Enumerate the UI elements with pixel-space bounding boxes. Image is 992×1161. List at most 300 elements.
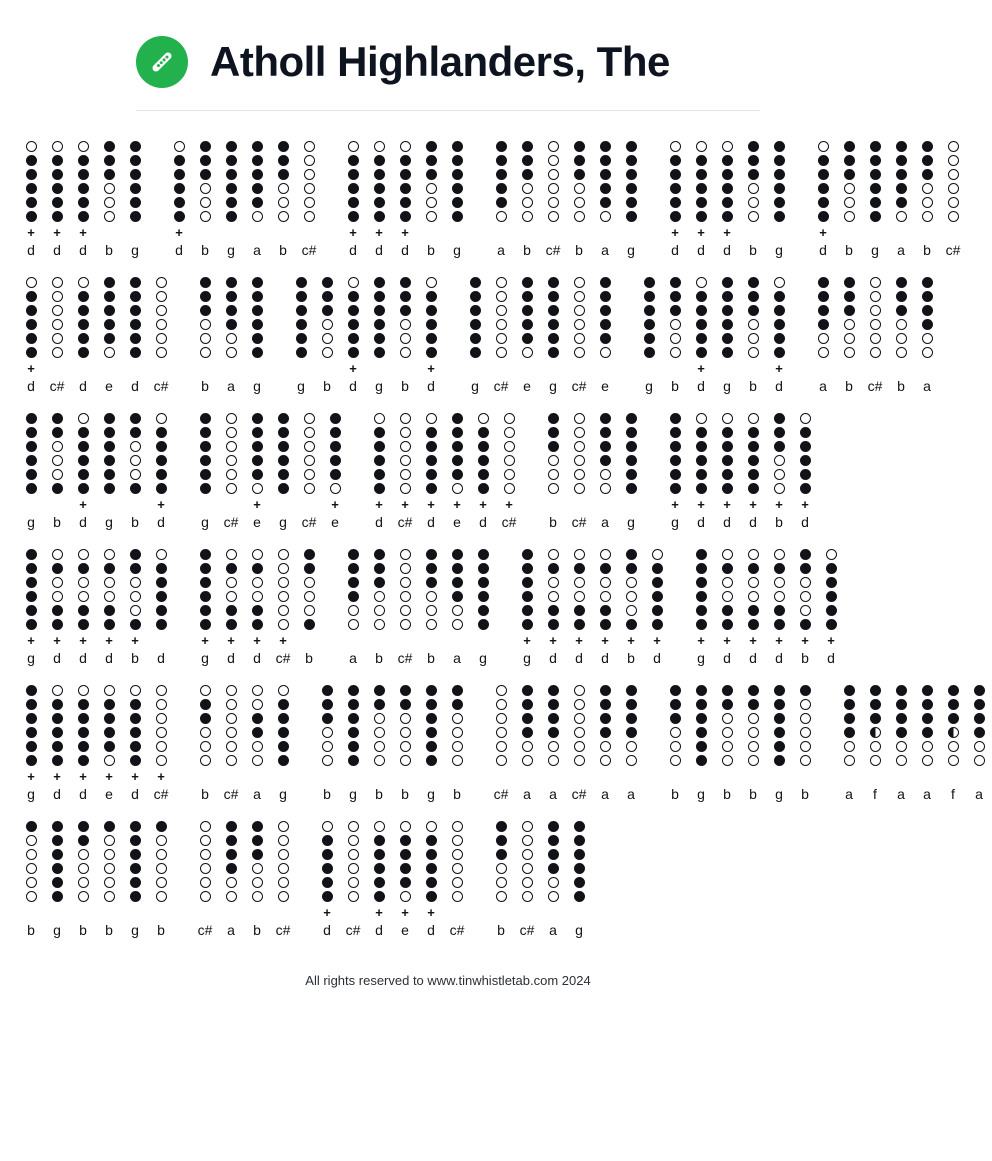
note-label-slot bbox=[740, 240, 766, 259]
hole-4-filled bbox=[348, 183, 359, 194]
octave-marker-slot bbox=[488, 766, 514, 784]
tab-bar bbox=[166, 139, 322, 259]
hole-6-filled bbox=[200, 619, 211, 630]
hole-4-open bbox=[304, 455, 315, 466]
hole-column bbox=[922, 683, 933, 766]
hole-3-filled bbox=[330, 441, 341, 452]
hole-4-open bbox=[156, 727, 167, 738]
hole-2-filled bbox=[26, 427, 37, 438]
hole-3-filled bbox=[348, 577, 359, 588]
hole-3-filled bbox=[226, 849, 237, 860]
hole-4-open bbox=[226, 591, 237, 602]
note-label: g bbox=[723, 378, 731, 394]
octave-marker-slot bbox=[96, 766, 122, 784]
hole-5-open bbox=[748, 197, 759, 208]
hole-1-filled bbox=[470, 277, 481, 288]
hole-5-open bbox=[600, 741, 611, 752]
note-label: g bbox=[375, 378, 383, 394]
hole-6-filled bbox=[696, 347, 707, 358]
hole-column bbox=[26, 683, 37, 766]
octave-marker-slot bbox=[192, 222, 218, 240]
hole-1-filled bbox=[374, 549, 385, 560]
hole-4-open bbox=[226, 455, 237, 466]
octave-marker-slot bbox=[70, 630, 96, 648]
hole-5-open bbox=[322, 333, 333, 344]
hole-6-filled bbox=[696, 755, 707, 766]
note-label-slot bbox=[740, 648, 766, 667]
note-fingering bbox=[444, 139, 470, 222]
tab-bar bbox=[488, 819, 592, 939]
hole-3-filled bbox=[26, 441, 37, 452]
octave-marker: + bbox=[401, 905, 409, 920]
hole-3-filled bbox=[400, 305, 411, 316]
hole-5-open bbox=[200, 741, 211, 752]
hole-column bbox=[626, 683, 637, 766]
note-label: b bbox=[845, 378, 853, 394]
hole-5-open bbox=[348, 877, 359, 888]
note-label-slot bbox=[766, 512, 792, 531]
hole-4-filled bbox=[400, 183, 411, 194]
octave-marker: + bbox=[401, 497, 409, 512]
note-fingering bbox=[270, 139, 296, 222]
hole-2-filled bbox=[496, 835, 507, 846]
hole-4-open bbox=[844, 183, 855, 194]
hole-6-filled bbox=[26, 755, 37, 766]
hole-column bbox=[696, 683, 707, 766]
hole-column bbox=[426, 819, 437, 902]
note-label: a bbox=[601, 514, 609, 530]
note-fingering bbox=[540, 819, 566, 902]
hole-2-filled bbox=[426, 563, 437, 574]
hole-1-open bbox=[722, 141, 733, 152]
octave-marker-slot bbox=[914, 358, 940, 376]
hole-5-filled bbox=[278, 469, 289, 480]
octave-marker-slot bbox=[296, 494, 322, 512]
hole-column bbox=[304, 411, 315, 494]
octave-marker-slot bbox=[70, 902, 96, 920]
note-fingering bbox=[566, 411, 592, 494]
note-label: d bbox=[375, 242, 383, 258]
tab-bar bbox=[340, 547, 496, 667]
hole-5-open bbox=[818, 333, 829, 344]
octave-marker: + bbox=[801, 633, 809, 648]
note-label: g bbox=[697, 786, 705, 802]
note-label: g bbox=[871, 242, 879, 258]
hole-6-open bbox=[522, 891, 533, 902]
hole-4-filled bbox=[322, 863, 333, 874]
octave-marker-slot bbox=[70, 358, 96, 376]
hole-column bbox=[800, 683, 811, 766]
hole-5-filled bbox=[426, 333, 437, 344]
hole-3-open bbox=[400, 713, 411, 724]
hole-column bbox=[722, 139, 733, 222]
hole-6-open bbox=[818, 347, 829, 358]
hole-3-open bbox=[870, 305, 881, 316]
hole-4-open bbox=[548, 591, 559, 602]
hole-1-filled bbox=[644, 277, 655, 288]
bar-notes bbox=[688, 547, 844, 630]
octave-marker: + bbox=[749, 633, 757, 648]
hole-5-open bbox=[670, 741, 681, 752]
bar-octave-markers bbox=[810, 222, 966, 240]
hole-5-open bbox=[870, 333, 881, 344]
note-fingering bbox=[18, 411, 44, 494]
hole-5-filled bbox=[226, 605, 237, 616]
note-fingering bbox=[740, 547, 766, 630]
hole-2-filled bbox=[78, 835, 89, 846]
hole-5-filled bbox=[574, 605, 585, 616]
hole-column bbox=[348, 547, 359, 630]
hole-2-filled bbox=[844, 699, 855, 710]
bar-notes bbox=[18, 275, 174, 358]
hole-5-open bbox=[252, 877, 263, 888]
note-label: a bbox=[253, 242, 261, 258]
hole-1-open bbox=[304, 141, 315, 152]
note-fingering bbox=[662, 411, 688, 494]
note-label: d bbox=[819, 242, 827, 258]
hole-column bbox=[600, 683, 611, 766]
note-label-slot bbox=[296, 512, 322, 531]
octave-marker-slot bbox=[662, 494, 688, 512]
note-label-slot bbox=[192, 240, 218, 259]
note-label: d bbox=[549, 650, 557, 666]
hole-4-filled bbox=[130, 319, 141, 330]
hole-column bbox=[156, 275, 167, 358]
hole-3-open bbox=[156, 849, 167, 860]
hole-5-open bbox=[200, 877, 211, 888]
octave-marker-slot bbox=[218, 630, 244, 648]
note-label: b bbox=[53, 514, 61, 530]
octave-marker-slot bbox=[70, 494, 96, 512]
note-fingering bbox=[314, 819, 340, 902]
hole-2-filled bbox=[948, 699, 959, 710]
note-label: c# bbox=[449, 922, 465, 938]
hole-4-filled bbox=[52, 183, 63, 194]
hole-5-filled bbox=[548, 605, 559, 616]
hole-1-filled bbox=[496, 821, 507, 832]
octave-marker: + bbox=[575, 633, 583, 648]
hole-2-filled bbox=[322, 699, 333, 710]
hole-column bbox=[548, 411, 559, 494]
octave-marker: + bbox=[79, 225, 87, 240]
note-label: a bbox=[601, 786, 609, 802]
note-fingering bbox=[192, 547, 218, 630]
bar-note-labels bbox=[18, 240, 148, 259]
hole-6-filled bbox=[626, 619, 637, 630]
tab-bar bbox=[192, 411, 348, 531]
hole-1-filled bbox=[670, 413, 681, 424]
note-fingering bbox=[488, 683, 514, 766]
hole-2-filled bbox=[296, 291, 307, 302]
note-label: a bbox=[975, 786, 983, 802]
note-label-slot bbox=[914, 784, 940, 803]
hole-4-filled bbox=[104, 727, 115, 738]
hole-4-open bbox=[156, 319, 167, 330]
hole-6-open bbox=[348, 891, 359, 902]
octave-marker-slot bbox=[122, 494, 148, 512]
note-label: d bbox=[749, 650, 757, 666]
octave-marker-slot bbox=[496, 494, 522, 512]
hole-2-filled bbox=[626, 563, 637, 574]
hole-3-filled bbox=[478, 441, 489, 452]
note-fingering bbox=[392, 139, 418, 222]
octave-marker-slot bbox=[122, 766, 148, 784]
note-label: g bbox=[575, 922, 583, 938]
note-label: d bbox=[723, 242, 731, 258]
note-label: c# bbox=[519, 922, 535, 938]
hole-column bbox=[374, 411, 385, 494]
note-fingering bbox=[592, 139, 618, 222]
hole-1-open bbox=[78, 685, 89, 696]
note-label-slot bbox=[714, 784, 740, 803]
hole-2-open bbox=[226, 427, 237, 438]
hole-column bbox=[104, 139, 115, 222]
note-fingering bbox=[792, 547, 818, 630]
note-fingering bbox=[888, 275, 914, 358]
hole-5-open bbox=[374, 741, 385, 752]
note-label: c# bbox=[867, 378, 883, 394]
hole-5-filled bbox=[52, 605, 63, 616]
hole-column bbox=[870, 275, 881, 358]
note-label-slot bbox=[418, 376, 444, 395]
hole-6-open bbox=[452, 755, 463, 766]
hole-1-filled bbox=[774, 685, 785, 696]
tab-bar bbox=[192, 547, 322, 667]
note-label-slot bbox=[766, 784, 792, 803]
hole-2-filled bbox=[748, 563, 759, 574]
hole-6-filled bbox=[156, 483, 167, 494]
hole-column bbox=[330, 411, 341, 494]
hole-5-filled bbox=[78, 469, 89, 480]
hole-1-filled bbox=[600, 141, 611, 152]
hole-2-filled bbox=[470, 291, 481, 302]
hole-3-filled bbox=[130, 305, 141, 316]
hole-1-open bbox=[200, 685, 211, 696]
hole-1-filled bbox=[252, 413, 263, 424]
hole-4-filled bbox=[374, 455, 385, 466]
octave-marker-slot bbox=[714, 630, 740, 648]
bar-notes bbox=[488, 139, 644, 222]
note-fingering bbox=[540, 275, 566, 358]
hole-3-filled bbox=[496, 849, 507, 860]
hole-column bbox=[496, 139, 507, 222]
hole-5-filled bbox=[600, 197, 611, 208]
hole-3-open bbox=[496, 305, 507, 316]
hole-2-filled bbox=[696, 563, 707, 574]
hole-6-open bbox=[548, 891, 559, 902]
bar-notes bbox=[662, 683, 818, 766]
hole-column bbox=[104, 411, 115, 494]
hole-1-open bbox=[400, 549, 411, 560]
hole-3-filled bbox=[156, 577, 167, 588]
bar-notes bbox=[192, 683, 296, 766]
hole-2-filled bbox=[626, 155, 637, 166]
hole-6-filled bbox=[26, 211, 37, 222]
hole-4-open bbox=[922, 183, 933, 194]
note-label-slot bbox=[122, 376, 148, 395]
hole-1-open bbox=[200, 821, 211, 832]
octave-marker-slot bbox=[636, 358, 662, 376]
hole-4-open bbox=[374, 727, 385, 738]
hole-4-filled bbox=[626, 455, 637, 466]
note-label-slot bbox=[122, 784, 148, 803]
bar-octave-markers bbox=[192, 902, 296, 920]
octave-marker-slot bbox=[340, 630, 366, 648]
hole-6-filled bbox=[800, 483, 811, 494]
hole-5-filled bbox=[522, 333, 533, 344]
hole-6-open bbox=[600, 483, 611, 494]
note-label: g bbox=[131, 242, 139, 258]
hole-3-filled bbox=[26, 577, 37, 588]
note-label: g bbox=[131, 922, 139, 938]
hole-4-open bbox=[400, 319, 411, 330]
hole-5-filled bbox=[78, 333, 89, 344]
note-label: d bbox=[697, 242, 705, 258]
hole-5-filled bbox=[426, 741, 437, 752]
bar-notes bbox=[192, 411, 348, 494]
hole-1-filled bbox=[496, 141, 507, 152]
octave-marker: + bbox=[697, 633, 705, 648]
hole-column bbox=[348, 275, 359, 358]
hole-2-filled bbox=[452, 563, 463, 574]
hole-1-open bbox=[574, 549, 585, 560]
hole-6-open bbox=[452, 891, 463, 902]
bar-notes bbox=[18, 683, 174, 766]
note-fingering bbox=[836, 275, 862, 358]
hole-3-filled bbox=[574, 169, 585, 180]
note-fingering bbox=[218, 411, 244, 494]
hole-column bbox=[426, 411, 437, 494]
hole-1-open bbox=[52, 141, 63, 152]
octave-marker-slot bbox=[514, 902, 540, 920]
hole-2-filled bbox=[696, 291, 707, 302]
note-fingering bbox=[44, 683, 70, 766]
hole-5-open bbox=[374, 605, 385, 616]
hole-2-filled bbox=[548, 563, 559, 574]
hole-4-open bbox=[104, 863, 115, 874]
hole-3-filled bbox=[626, 169, 637, 180]
hole-column bbox=[818, 275, 829, 358]
hole-5-open bbox=[774, 469, 785, 480]
note-fingering bbox=[618, 547, 644, 630]
hole-4-open bbox=[156, 863, 167, 874]
note-fingering bbox=[418, 683, 444, 766]
octave-marker: + bbox=[105, 769, 113, 784]
hole-2-filled bbox=[922, 699, 933, 710]
octave-marker-slot bbox=[592, 766, 618, 784]
hole-6-filled bbox=[722, 483, 733, 494]
note-fingering bbox=[18, 139, 44, 222]
hole-3-open bbox=[522, 849, 533, 860]
note-fingering bbox=[688, 683, 714, 766]
note-label-slot bbox=[340, 784, 366, 803]
hole-1-filled bbox=[670, 277, 681, 288]
hole-1-open bbox=[948, 141, 959, 152]
octave-marker-slot bbox=[540, 766, 566, 784]
hole-3-filled bbox=[78, 713, 89, 724]
hole-column bbox=[748, 139, 759, 222]
hole-4-filled bbox=[226, 319, 237, 330]
octave-marker-slot bbox=[514, 358, 540, 376]
hole-6-filled bbox=[818, 211, 829, 222]
hole-4-filled bbox=[652, 591, 663, 602]
hole-2-open bbox=[574, 291, 585, 302]
note-label-slot bbox=[862, 784, 888, 803]
hole-6-filled bbox=[374, 483, 385, 494]
note-fingering bbox=[514, 683, 540, 766]
hole-2-filled bbox=[278, 427, 289, 438]
hole-column bbox=[130, 139, 141, 222]
hole-1-open bbox=[870, 277, 881, 288]
octave-marker: + bbox=[27, 225, 35, 240]
hole-4-filled bbox=[722, 183, 733, 194]
bar-note-labels bbox=[688, 648, 844, 667]
note-label: b bbox=[671, 378, 679, 394]
octave-marker-slot bbox=[70, 766, 96, 784]
octave-marker-slot bbox=[444, 902, 470, 920]
note-fingering bbox=[122, 547, 148, 630]
hole-1-open bbox=[722, 549, 733, 560]
note-label-slot bbox=[270, 512, 296, 531]
note-label-slot bbox=[18, 784, 44, 803]
hole-1-filled bbox=[896, 685, 907, 696]
hole-1-open bbox=[226, 549, 237, 560]
hole-5-filled bbox=[574, 877, 585, 888]
hole-1-filled bbox=[226, 277, 237, 288]
note-label: e bbox=[523, 378, 531, 394]
hole-3-filled bbox=[426, 441, 437, 452]
hole-5-open bbox=[226, 877, 237, 888]
hole-5-open bbox=[26, 877, 37, 888]
note-label-slot bbox=[766, 648, 792, 667]
hole-5-open bbox=[548, 741, 559, 752]
hole-5-open bbox=[322, 741, 333, 752]
hole-1-filled bbox=[774, 413, 785, 424]
hole-6-open bbox=[896, 755, 907, 766]
hole-3-filled bbox=[278, 713, 289, 724]
hole-4-open bbox=[104, 183, 115, 194]
hole-3-filled bbox=[130, 713, 141, 724]
note-label: b bbox=[131, 650, 139, 666]
note-fingering bbox=[244, 819, 270, 902]
hole-6-filled bbox=[426, 755, 437, 766]
note-fingering bbox=[688, 275, 714, 358]
note-label-slot bbox=[18, 240, 44, 259]
hole-3-filled bbox=[78, 305, 89, 316]
hole-5-open bbox=[504, 469, 515, 480]
note-fingering bbox=[70, 275, 96, 358]
octave-marker-slot bbox=[714, 222, 740, 240]
hole-1-filled bbox=[818, 277, 829, 288]
hole-5-open bbox=[156, 877, 167, 888]
hole-5-open bbox=[426, 605, 437, 616]
octave-marker-slot bbox=[740, 766, 766, 784]
hole-1-open bbox=[226, 685, 237, 696]
note-fingering bbox=[792, 411, 818, 494]
note-fingering bbox=[566, 819, 592, 902]
hole-1-open bbox=[252, 549, 263, 560]
hole-2-open bbox=[870, 291, 881, 302]
octave-marker-slot bbox=[592, 358, 618, 376]
note-label: g bbox=[427, 786, 435, 802]
hole-column bbox=[78, 819, 89, 902]
hole-3-filled bbox=[252, 305, 263, 316]
note-label-slot bbox=[662, 512, 688, 531]
note-label-slot bbox=[366, 920, 392, 939]
octave-marker-slot bbox=[470, 494, 496, 512]
octave-marker-slot bbox=[792, 766, 818, 784]
hole-1-filled bbox=[870, 141, 881, 152]
